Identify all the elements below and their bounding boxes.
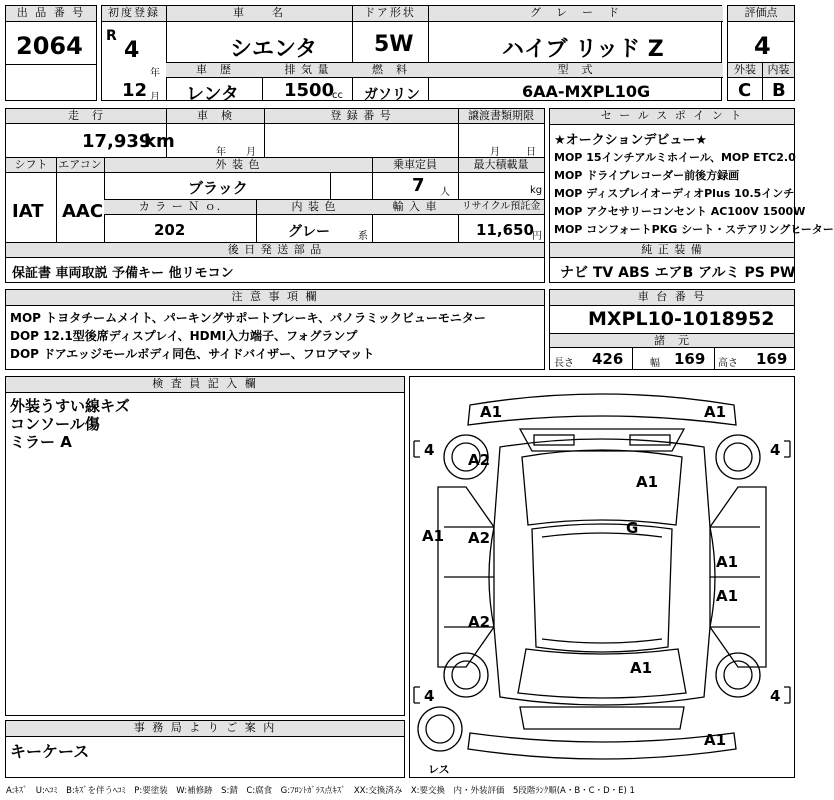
load-label: 最大積載量 bbox=[458, 158, 544, 173]
office-box bbox=[5, 720, 405, 778]
equip: ナビ TV ABS エアB アルミ PS PW bbox=[560, 265, 796, 281]
sales-line-0: ★オークションデビュー★ bbox=[554, 133, 708, 148]
mark-side-left: A1 bbox=[422, 527, 445, 545]
body-color: ブラック bbox=[188, 179, 248, 197]
sales-label: セ ー ル ス ポ イ ン ト bbox=[550, 109, 794, 125]
notes-line-2: DOP ドアエッジモールボディ同色、サイドバイザー、フロアマット bbox=[10, 347, 375, 361]
mark-roof: G bbox=[626, 519, 639, 537]
sales-line-2: MOP ドライブレコーダー前後方録画 bbox=[554, 169, 740, 182]
sales-box bbox=[549, 108, 834, 283]
year-unit: 年 bbox=[150, 68, 160, 79]
disp-label: 排 気 量 bbox=[262, 63, 352, 78]
ext-grade: C bbox=[738, 80, 752, 101]
len-label: 長さ bbox=[554, 358, 574, 369]
era: R bbox=[106, 28, 117, 44]
color-label: 外 装 色 bbox=[104, 158, 372, 173]
reg-year: 4 bbox=[124, 38, 140, 63]
inspector-line-0: 外装うすい線キズ bbox=[10, 397, 130, 415]
mark-door-l2: A2 bbox=[468, 613, 491, 631]
notes-line-0: MOP トヨタチームメイト、パーキングサポートブレーキ、パノラミックビューモニター bbox=[10, 311, 486, 325]
sales-line-5: MOP コンフォートPKG シート・ステアリングヒーター bbox=[554, 223, 834, 236]
inspect-year-unit: 年 bbox=[216, 147, 226, 158]
fuel-label: 燃 料 bbox=[352, 63, 428, 78]
ext-label: 外装 bbox=[728, 63, 762, 78]
grade: ハイブ リッド Z bbox=[502, 37, 664, 62]
sales-line-4: MOP アクセサリーコンセント AC100V 1500W bbox=[554, 205, 806, 218]
inspector-line-2: ミラー A bbox=[10, 433, 72, 451]
length: 426 bbox=[592, 350, 624, 368]
wid-label: 幅 bbox=[650, 358, 660, 369]
cap-label: 乗車定員 bbox=[372, 158, 458, 173]
tire-fr: 4 bbox=[770, 441, 781, 459]
recycle-unit: 円 bbox=[532, 231, 542, 242]
plate-label: 登 録 番 号 bbox=[264, 109, 458, 124]
capacity: 7 bbox=[412, 175, 425, 196]
disp-unit: cc bbox=[332, 90, 343, 101]
cap-unit: 人 bbox=[440, 187, 450, 198]
details-box bbox=[5, 108, 545, 283]
int-grade: B bbox=[772, 80, 786, 101]
mark-front-left: A1 bbox=[480, 403, 503, 421]
lot-number: 2064 bbox=[16, 32, 83, 60]
mark-rear-bumper: A1 bbox=[704, 731, 727, 749]
car-diagram bbox=[410, 377, 794, 777]
inspector-box bbox=[5, 376, 405, 716]
mark-hood: A1 bbox=[636, 473, 659, 491]
lot-label: 出 品 番 号 bbox=[6, 6, 96, 22]
import-label: 輸 入 車 bbox=[372, 200, 458, 215]
door-label: ドア形状 bbox=[352, 6, 428, 22]
history: レンタ bbox=[186, 84, 239, 105]
recycle-label: リサイクル預託金 bbox=[458, 200, 544, 215]
mark-door-r1: A1 bbox=[716, 553, 739, 571]
chassis-box bbox=[549, 289, 795, 370]
mark-door-l1: A2 bbox=[468, 529, 491, 547]
ac: AAC bbox=[62, 201, 104, 222]
score-label: 評価点 bbox=[728, 6, 794, 22]
mark-fender-left: A2 bbox=[468, 451, 491, 469]
color-no: 202 bbox=[154, 221, 186, 239]
score: 4 bbox=[754, 32, 771, 60]
model-label: 型 式 bbox=[428, 63, 723, 78]
height: 169 bbox=[756, 350, 788, 368]
displacement: 1500 bbox=[284, 80, 335, 101]
mileage-label: 走 行 bbox=[6, 109, 166, 124]
recycle: 11,650 bbox=[476, 221, 534, 239]
office-text: キーケース bbox=[10, 742, 90, 761]
mileage: 17,939 bbox=[82, 131, 152, 152]
hgt-label: 高さ bbox=[718, 358, 738, 369]
reg-month: 12 bbox=[122, 80, 148, 101]
legend: A:ｷｽﾞ U:ﾍｺﾐ B:ｷｽﾞを伴うﾍｺﾐ P:要塗装 W:補修跡 S:錆 C:腐食 G:ﾌﾛﾝﾄｶﾞﾗｽ点ｷｽﾞ XX:交換済み X:要交換 内・外装評価 5段階ﾗﾝｸ順(A・B・C・D・E) 1 bbox=[6, 786, 635, 796]
tire-rl: 4 bbox=[424, 687, 435, 705]
load-unit: kg bbox=[530, 185, 543, 196]
transfer-day-unit: 日 bbox=[526, 147, 536, 158]
equip-label: 純 正 装 備 bbox=[550, 243, 794, 258]
int-label: 内装 bbox=[762, 63, 794, 78]
transfer-month-unit: 月 bbox=[490, 147, 500, 158]
ac-label: エアコン bbox=[56, 158, 104, 173]
later-items: 保証書 車両取説 予備キー 他リモコン bbox=[12, 266, 234, 281]
tire-fl: 4 bbox=[424, 441, 435, 459]
inspect-month-unit: 月 bbox=[246, 147, 256, 158]
intcolor-label: 内 装 色 bbox=[256, 200, 372, 215]
mileage-unit: km bbox=[144, 131, 175, 152]
notes-box bbox=[5, 289, 545, 370]
history-label: 車 歴 bbox=[166, 63, 262, 78]
month-unit: 月 bbox=[150, 92, 160, 103]
main-header-box bbox=[101, 5, 722, 105]
width: 169 bbox=[674, 350, 706, 368]
int-color: グレー bbox=[288, 224, 330, 240]
transfer-label: 譲渡書類期限 bbox=[458, 109, 544, 124]
colorno-label: カ ラ ー Ｎ ｏ. bbox=[104, 200, 256, 215]
mark-front-right: A1 bbox=[704, 403, 727, 421]
notes-line-1: DOP 12.1型後席ディスプレイ、HDMI入力端子、フォグランプ bbox=[10, 329, 358, 343]
notes-label: 注 意 事 項 欄 bbox=[6, 290, 544, 306]
later-label: 後 日 発 送 部 品 bbox=[6, 243, 544, 258]
sales-line-3: MOP ディスプレイオーディオPlus 10.5インチ bbox=[554, 187, 795, 200]
shift: IAT bbox=[12, 201, 44, 222]
spare: レス bbox=[428, 763, 450, 776]
inspect-label: 車 検 bbox=[166, 109, 264, 124]
inspector-line-1: コンソール傷 bbox=[10, 415, 100, 433]
mark-door-r2: A1 bbox=[716, 587, 739, 605]
mark-rear: A1 bbox=[630, 659, 653, 677]
inspector-label: 検 査 員 記 入 欄 bbox=[6, 377, 404, 393]
name-label: 車 名 bbox=[166, 6, 352, 22]
sales-line-1: MOP 15インチアルミホイール、MOP ETC2.0 bbox=[554, 151, 796, 164]
tire-rr: 4 bbox=[770, 687, 781, 705]
model: 6AA-MXPL10G bbox=[522, 82, 651, 101]
car-name: シエンタ bbox=[230, 37, 318, 62]
score-box bbox=[727, 5, 795, 101]
int-color-unit: 系 bbox=[358, 231, 368, 242]
office-label: 事 務 局 よ り ご 案 内 bbox=[6, 721, 404, 737]
shift-label: シフト bbox=[6, 158, 56, 173]
dims-label: 諸 元 bbox=[550, 333, 794, 348]
first-reg-label: 初度登録 bbox=[102, 6, 166, 22]
fuel: ガソリン bbox=[364, 87, 420, 103]
lot-box bbox=[5, 5, 97, 101]
door-type: 5W bbox=[374, 32, 414, 57]
chassis-label: 車 台 番 号 bbox=[550, 290, 794, 306]
grade-label: グ レ ー ド bbox=[428, 6, 723, 22]
chassis-number: MXPL10-1018952 bbox=[588, 308, 775, 330]
car-diagram-box bbox=[409, 376, 795, 778]
